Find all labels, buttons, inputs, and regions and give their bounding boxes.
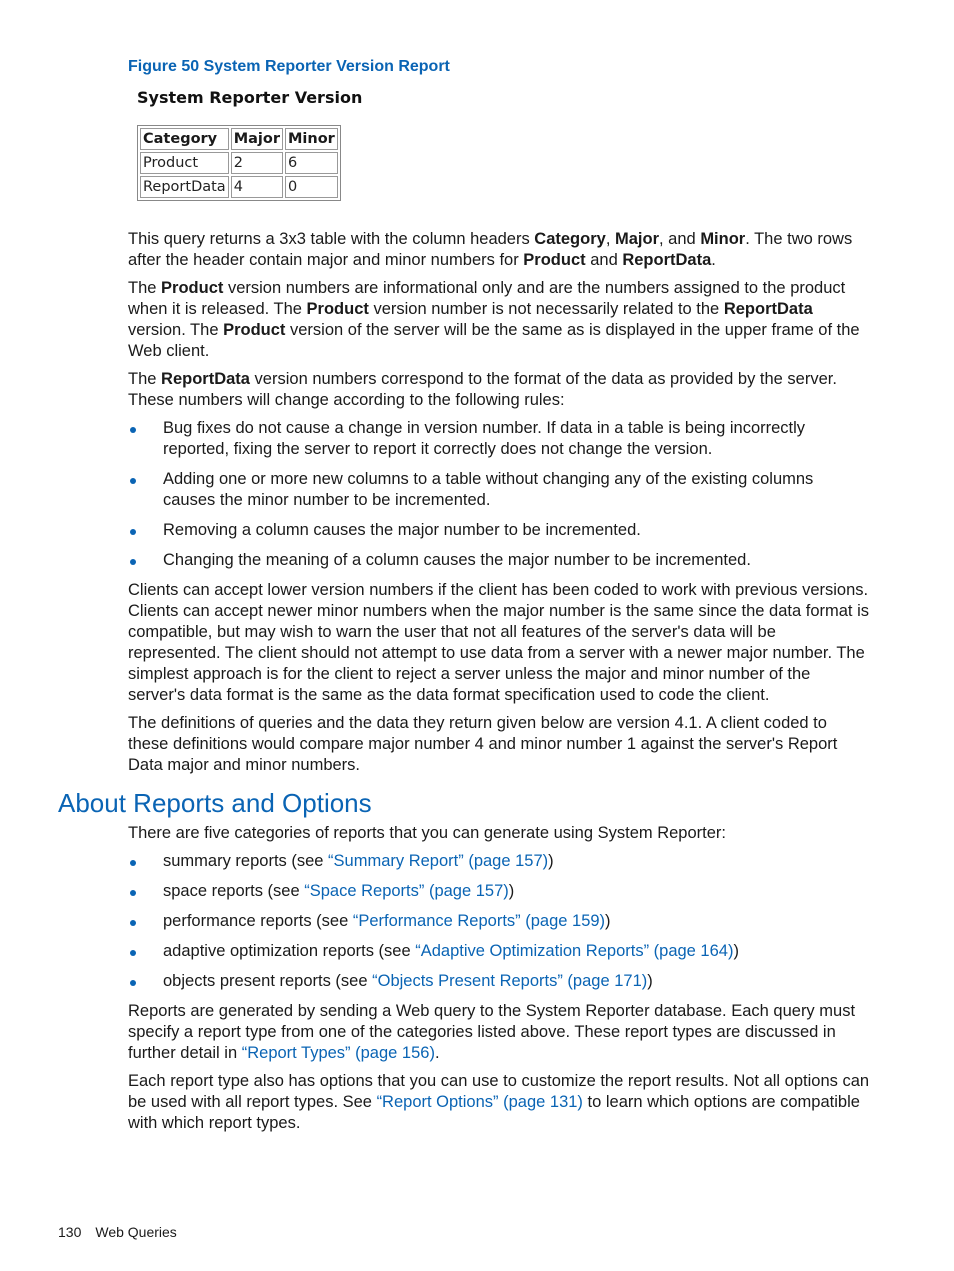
link-adaptive-optimization-reports[interactable]: “Adaptive Optimization Reports” (page 164): [415, 942, 734, 960]
link-report-types[interactable]: “Report Types” (page 156): [241, 1044, 435, 1062]
list-item: summary reports (see “Summary Report” (page 157)): [128, 851, 870, 872]
table-cell: ReportData: [140, 176, 229, 198]
table-row: [140, 176, 338, 198]
list-item: Removing a column causes the major number to be incremented.: [128, 520, 870, 541]
paragraph-section-intro: There are five categories of reports that you can generate using System Reporter:: [128, 824, 726, 842]
paragraph-report-generation: Reports are generated by sending a Web query to the System Reporter database. Each query must specify a report type from one of the categories listed above. These report types are discussed in further detail in “Report Types” (page 156).: [128, 1002, 856, 1062]
list-item: Adding one or more new columns to a table without changing any of the existing columns causes the minor number to be incremented.: [128, 469, 870, 511]
bullet-icon: [130, 860, 136, 866]
bullet-icon: [130, 427, 136, 433]
list-item: adaptive optimization reports (see “Adaptive Optimization Reports” (page 164)): [128, 941, 870, 962]
paragraph-client-compat: Clients can accept lower version numbers if the client has been coded to work with previous versions. Clients can accept newer minor numbers when the major number is the same since the data format is compatible, but may wish to warn the user that not all features of the server's data will be represented. The client should not attempt to use data from a server with a newer major number. The simplest approach is for the client to reject a server unless the major and minor number of the server's data format is the same as the data format specification used to code the client.: [128, 581, 870, 704]
rules-list: [128, 418, 870, 571]
list-item: Bug fixes do not cause a change in version number. If data in a table is being incorrectly reported, fixing the server to report it correctly does not change the version.: [128, 418, 870, 460]
paragraph-report-options: Each report type also has options that you can use to customize the report results. Not all options can be used with all report types. See “Report Options” (page 131) to learn which options are compatible with which report types.: [128, 1072, 870, 1132]
bullet-icon: [130, 478, 136, 484]
link-performance-reports[interactable]: “Performance Reports” (page 159): [352, 912, 606, 930]
paragraph-reportdata-version: The ReportData version numbers correspond to the format of the data as provided by the server. These numbers will change according to the following rules:: [128, 370, 837, 409]
figure-caption: Figure 50 System Reporter Version Report: [128, 58, 450, 75]
list-item: Changing the meaning of a column causes the major number to be incremented.: [128, 550, 870, 571]
paragraph-table-description: This query returns a 3x3 table with the column headers Category, Major, and Minor. The two rows after the header contain major and minor numbers for Product and ReportData.: [128, 230, 853, 269]
paragraph-definitions-version: The definitions of queries and the data they return given below are version 4.1. A client coded to these definitions would compare major number 4 and minor number 1 against the server's Report Data major and minor numbers.: [128, 714, 838, 774]
page-number: 130: [58, 1224, 82, 1240]
bullet-icon: [130, 890, 136, 896]
link-space-reports[interactable]: “Space Reports” (page 157): [304, 882, 509, 900]
table-cell: 2: [231, 152, 283, 174]
table-cell: 6: [285, 152, 338, 174]
link-report-options[interactable]: “Report Options” (page 131): [376, 1093, 583, 1111]
list-item: performance reports (see “Performance Reports” (page 159)): [128, 911, 870, 932]
table-header-row: [140, 128, 338, 150]
footer-section: Web Queries: [95, 1224, 177, 1240]
bullet-icon: [130, 559, 136, 565]
table-cell: Product: [140, 152, 229, 174]
bullet-icon: [130, 980, 136, 986]
table-header-cell: Category: [140, 128, 229, 150]
page-footer: [58, 1222, 177, 1243]
paragraph-product-version: The Product version numbers are informational only and are the numbers assigned to the product when it is released. The Product version number is not necessarily related to the ReportData version. The Product version of the server will be the same as is displayed in the upper frame of the Web client.: [128, 279, 860, 360]
version-table: [137, 125, 341, 201]
bullet-icon: [130, 920, 136, 926]
link-summary-report[interactable]: “Summary Report” (page 157): [328, 852, 549, 870]
link-objects-present-reports[interactable]: “Objects Present Reports” (page 171): [372, 972, 648, 990]
list-item: space reports (see “Space Reports” (page 157)): [128, 881, 870, 902]
table-header-cell: Major: [231, 128, 283, 150]
table-header-cell: Minor: [285, 128, 338, 150]
table-row: [140, 152, 338, 174]
report-categories-list: [128, 851, 870, 992]
table-cell: 4: [231, 176, 283, 198]
figure-title: System Reporter Version: [137, 88, 363, 107]
main-content: [58, 229, 870, 1141]
bullet-icon: [130, 950, 136, 956]
bullet-icon: [130, 529, 136, 535]
list-item: objects present reports (see “Objects Present Reports” (page 171)): [128, 971, 870, 992]
section-heading: About Reports and Options: [58, 788, 372, 818]
table-cell: 0: [285, 176, 338, 198]
